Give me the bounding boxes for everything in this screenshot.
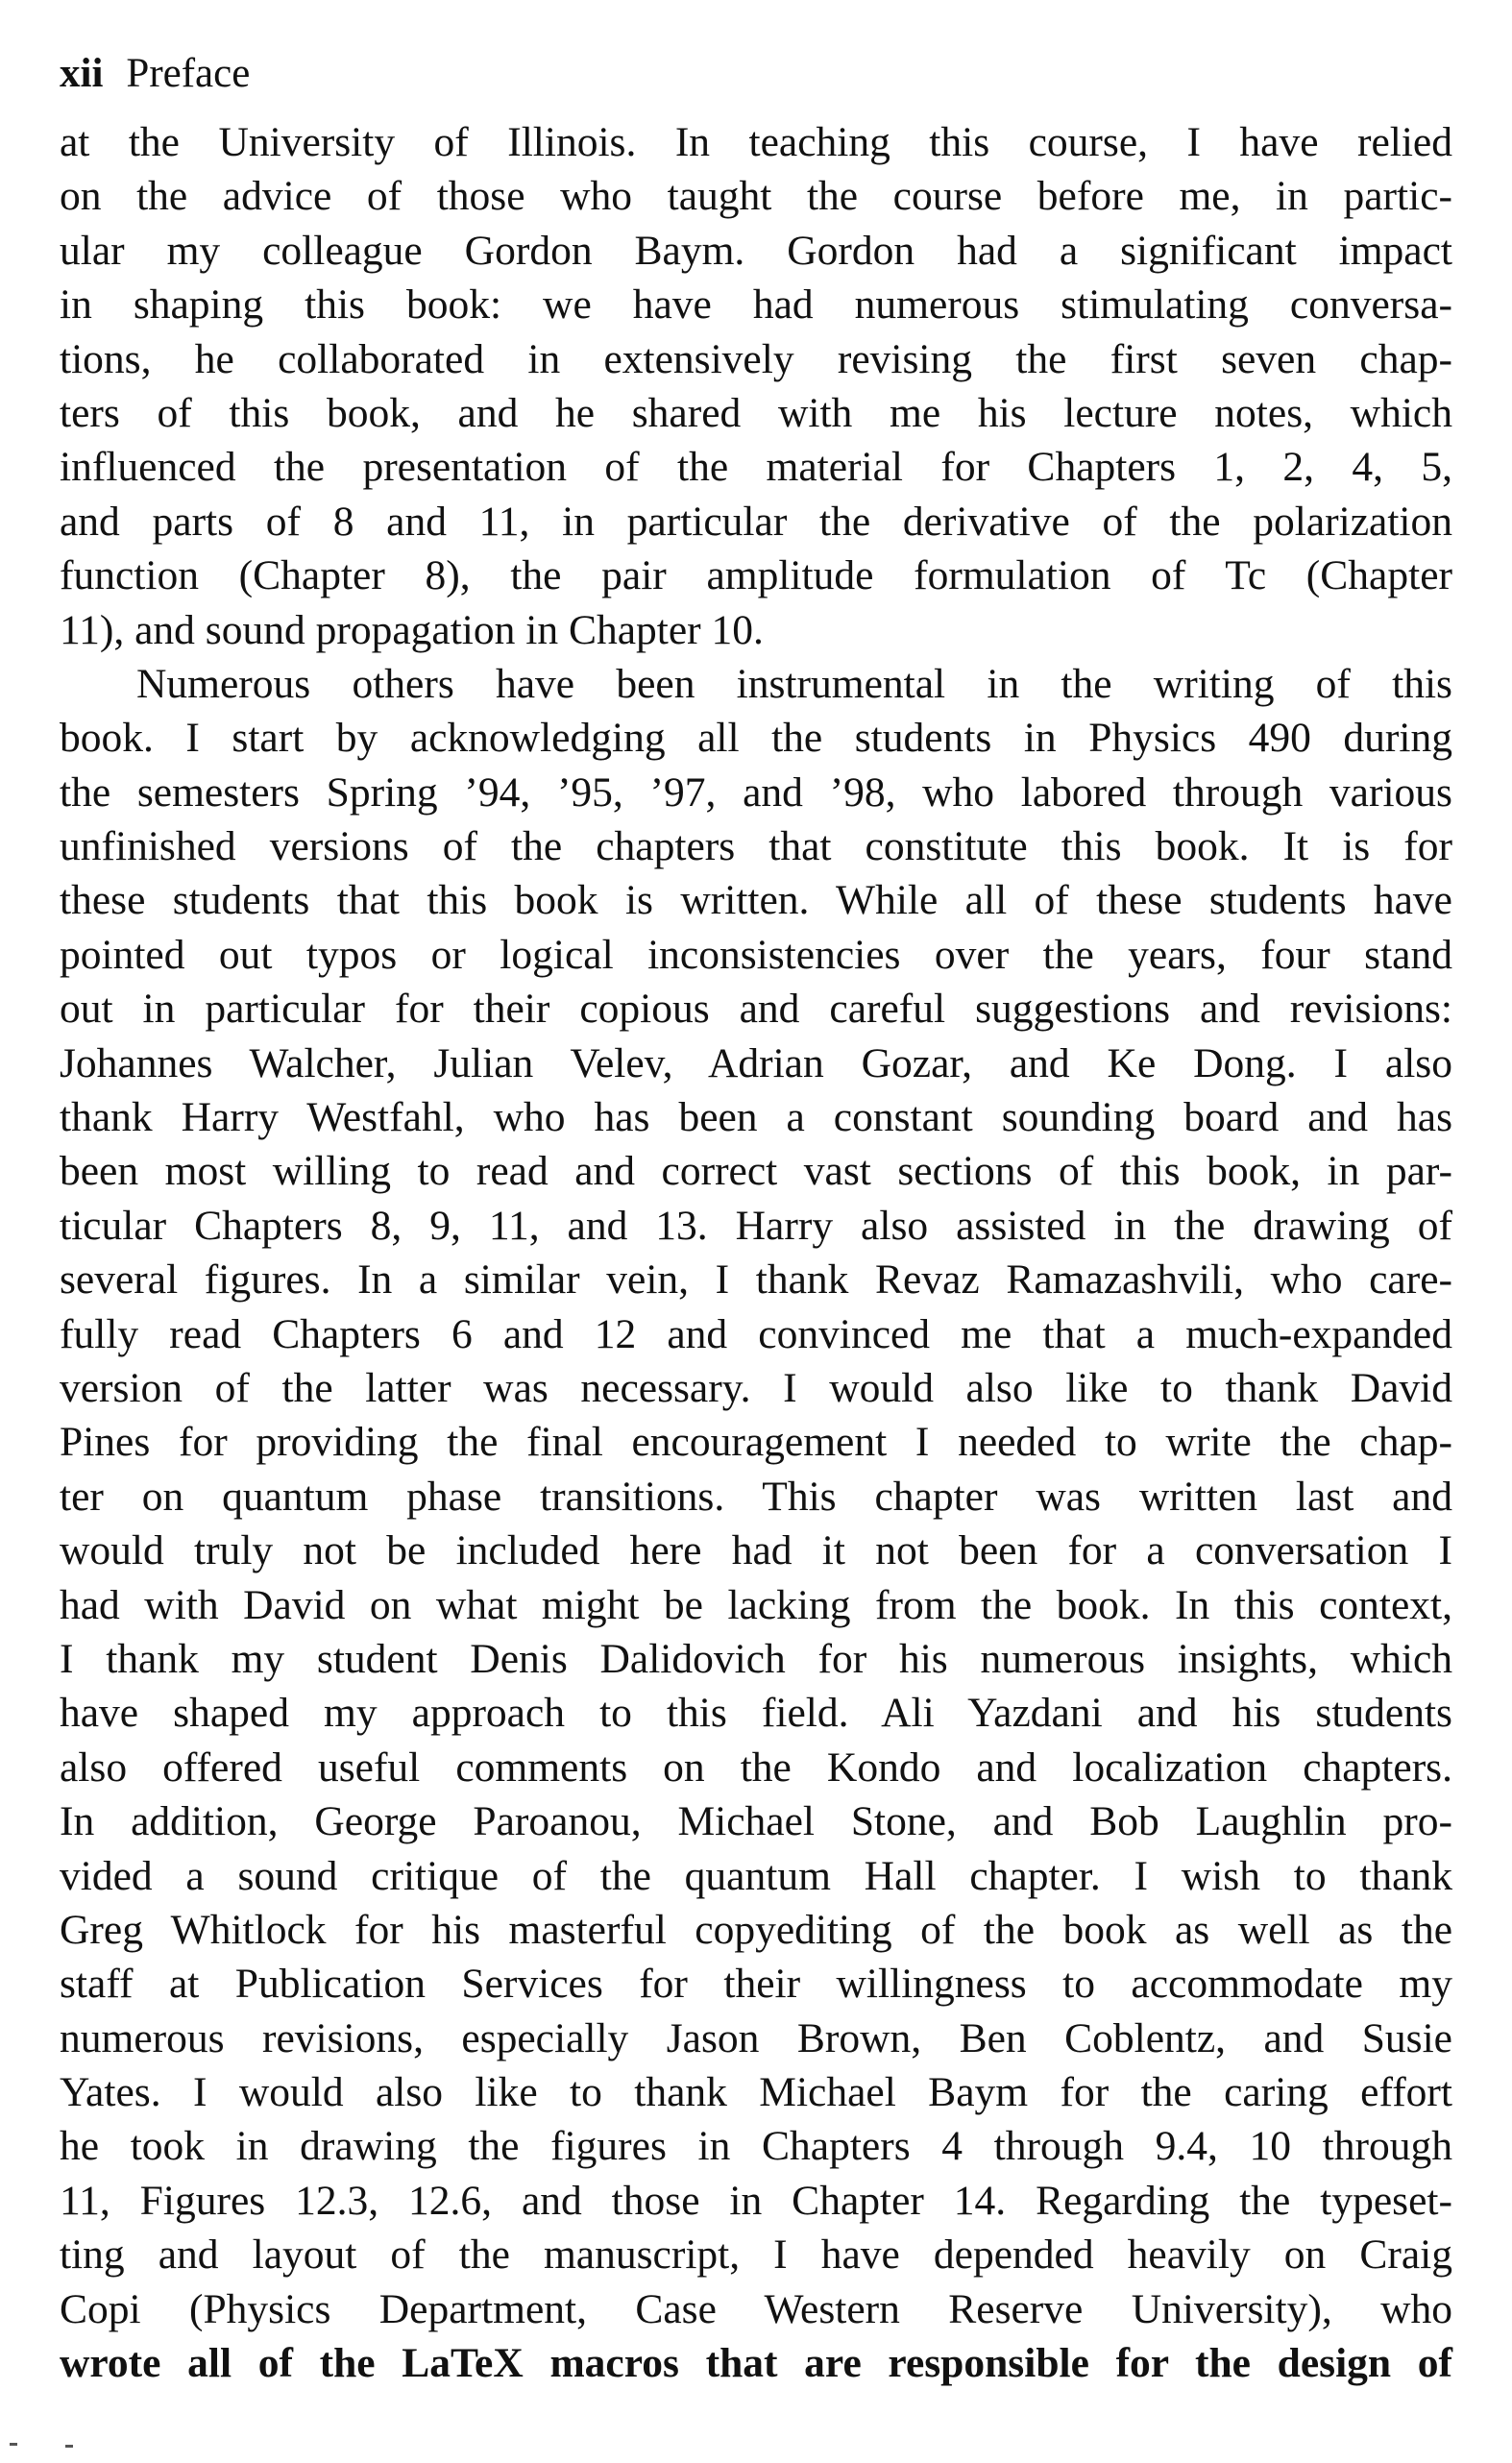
text-line: fully read Chapters 6 and 12 and convinced me that a much-expanded (60, 1310, 1452, 1357)
text-line: tions, he collaborated in extensively revising the first seven chap- (60, 335, 1452, 382)
text-line: out in particular for their copious and careful suggestions and revisions: (60, 986, 1452, 1033)
text-line: I thank my student Denis Dalidovich for his numerous insights, which (60, 1635, 1452, 1682)
body-text (60, 115, 1452, 2390)
text-line: had with David on what might be lacking from the book. In this context, (60, 1581, 1452, 1628)
text-line: and parts of 8 and 11, in particular the derivative of the polarization (60, 498, 1452, 545)
text-line: function (Chapter 8), the pair amplitude formulation of Tc (Chapter (60, 552, 1452, 599)
paragraph-continuation (60, 115, 1452, 657)
text-line: ters of this book, and he shared with me his lecture notes, which (60, 389, 1452, 436)
text-line: been most willing to read and correct vast sections of this book, in par- (60, 1148, 1452, 1195)
text-line: several figures. In a similar vein, I thank Revaz Ramazashvili, who care- (60, 1256, 1452, 1304)
text-line: he took in drawing the figures in Chapters 4 through 9.4, 10 through (60, 2123, 1452, 2170)
text-line: ticular Chapters 8, 9, 11, and 13. Harry also assisted in the drawing of (60, 1202, 1452, 1249)
text-line: in shaping this book: we have had numerous stimulating conversa- (60, 281, 1452, 329)
text-line: ter on quantum phase transitions. This chapter was written last and (60, 1473, 1452, 1520)
text-line: Johannes Walcher, Julian Velev, Adrian Gozar, and Ke Dong. I also (60, 1039, 1452, 1086)
page-number: xii (60, 51, 104, 96)
text-line: ular my colleague Gordon Baym. Gordon had a significant impact (60, 227, 1452, 274)
text-line: 11, Figures 12.3, 12.6, and those in Chapter 14. Regarding the typeset- (60, 2177, 1452, 2224)
text-line: on the advice of those who taught the course before me, in partic- (60, 173, 1452, 220)
text-line: thank Harry Westfahl, who has been a constant sounding board and has (60, 1094, 1452, 1141)
text-line: pointed out typos or logical inconsistencies over the years, four stand (60, 931, 1452, 978)
text-line: book. I start by acknowledging all the students in Physics 490 during (60, 715, 1452, 762)
text-line: unfinished versions of the chapters that constitute this book. It is for (60, 823, 1452, 870)
scan-artifact (10, 2443, 17, 2446)
text-line: In addition, George Paroanou, Michael Stone, and Bob Laughlin pro- (60, 1798, 1452, 1845)
text-line: the semesters Spring ’94, ’95, ’97, and ’98, who labored through various (60, 768, 1452, 816)
running-title: Preface (126, 51, 251, 96)
running-head (60, 40, 1452, 108)
text-line: ting and layout of the manuscript, I have depended heavily on Craig (60, 2231, 1452, 2279)
text-line: numerous revisions, especially Jason Brown, Ben Coblentz, and Susie (60, 2014, 1452, 2061)
scan-artifact (65, 2445, 73, 2448)
text-line: staff at Publication Services for their willingness to accommodate my (60, 1961, 1452, 2008)
book-page (60, 40, 1452, 2390)
text-line: 11), and sound propagation in Chapter 10. (60, 606, 764, 653)
text-line: these students that this book is written. While all of these students have (60, 877, 1452, 924)
text-line: also offered useful comments on the Kondo and localization chapters. (60, 1744, 1452, 1791)
text-line: would truly not be included here had it not been for a conversation I (60, 1527, 1452, 1574)
text-line: vided a sound critique of the quantum Hall chapter. I wish to thank (60, 1852, 1452, 1899)
paragraph-acknowledgments (60, 657, 1452, 2391)
text-line: wrote all of the LaTeX macros that are responsible for the design of (60, 2340, 1452, 2387)
text-line: Yates. I would also like to thank Michael Baym for the caring effort (60, 2069, 1452, 2116)
text-line: have shaped my approach to this field. Ali Yazdani and his students (60, 1690, 1452, 1737)
text-line: at the University of Illinois. In teaching this course, I have relied (60, 119, 1452, 165)
text-line: version of the latter was necessary. I would also like to thank David (60, 1364, 1452, 1411)
text-line: Greg Whitlock for his masterful copyediting of the book as well as the (60, 1906, 1452, 1953)
text-line: Copi (Physics Department, Case Western Reserve University), who (60, 2285, 1452, 2332)
text-line: Numerous others have been instrumental in the writing of this (136, 660, 1452, 707)
text-line: influenced the presentation of the material for Chapters 1, 2, 4, 5, (60, 444, 1452, 491)
text-line: Pines for providing the final encouragement I needed to write the chap- (60, 1419, 1452, 1466)
